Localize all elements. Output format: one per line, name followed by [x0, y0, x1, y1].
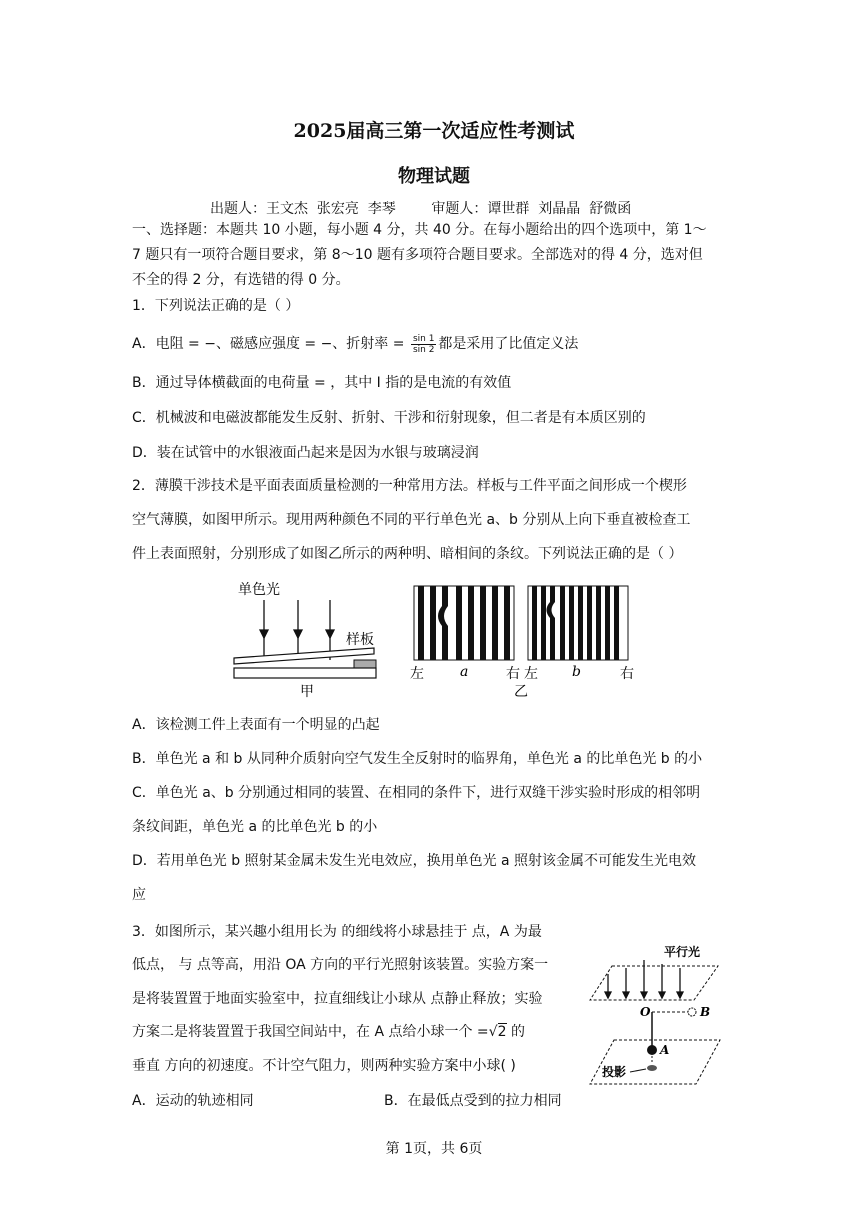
- q3-option-b: B．在最低点受到的拉力相同: [384, 1093, 562, 1109]
- label-monochromatic-light: 单色光: [238, 582, 280, 598]
- label-a: a: [460, 664, 469, 680]
- exam-subtitle: 物理试题: [398, 166, 470, 187]
- q3-line2: 低点， 与 点等高，用沿 OA 方向的平行光照射该装置。实验方案一: [132, 957, 549, 973]
- q3-option-a: A．运动的轨迹相同: [132, 1093, 254, 1109]
- section-instructions-line3: 不全的得 2 分，有选错的得 0 分。: [132, 272, 350, 288]
- q3-line1: 3．如图所示，某兴趣小组用长为 的细线将小球悬挂于 点，A 为最: [132, 924, 542, 940]
- label-b: b: [572, 664, 581, 680]
- label-projection: 投影: [602, 1065, 627, 1079]
- ball-position-B: [688, 1008, 696, 1016]
- q1-option-c: C．机械波和电磁波都能发生反射、折射、干涉和衍射现象，但二者是有本质区别的: [132, 410, 646, 426]
- sqrt-symbol: √2: [488, 1024, 507, 1040]
- q2-option-c-line1: C．单色光 a、b 分别通过相同的装置、在相同的条件下，进行双缝干涉实验时形成的相邻明: [132, 785, 701, 801]
- authors-line: 出题人：王文杰 张宏亮 李琴 审题人：谭世群 刘晶晶 舒微函: [210, 201, 632, 217]
- q3-line4-tail: 的: [506, 1024, 525, 1040]
- q2-option-d-line2: 应: [132, 887, 146, 903]
- sqrt-radicand: 2: [497, 1024, 507, 1040]
- sample-plate: [234, 648, 374, 664]
- label-O: O: [640, 1005, 651, 1019]
- exam-title: 2025届高三第一次适应性考测试: [293, 120, 575, 142]
- q2-option-a: A．该检测工件上表面有一个明显的凸起: [132, 717, 380, 733]
- fraction-denominator: sin 2: [412, 344, 435, 355]
- section-instructions-line2: 7 题只有一项符合题目要求，第 8～10 题有多项符合题目要求。全部选对的得 4 分，选对但: [132, 247, 703, 263]
- label-right-a: 右: [506, 666, 520, 682]
- label-B: B: [700, 1005, 711, 1019]
- label-right-b: 右: [620, 666, 634, 682]
- shadow-projection: [647, 1065, 657, 1071]
- q1-option-a: [132, 332, 740, 356]
- label-A: A: [660, 1043, 670, 1057]
- q2-stem-line3: 件上表面照射，分别形成了如图乙所示的两种明、暗相间的条纹。下列说法正确的是（ ）: [132, 546, 683, 562]
- workpiece: [234, 668, 376, 678]
- label-left-b: 左: [524, 666, 538, 682]
- q2-stem-line2: 空气薄膜，如图甲所示。现用两种颜色不同的平行单色光 a、b 分别从上向下垂直被检查工: [132, 512, 691, 528]
- figure-q3: [588, 938, 726, 1088]
- q2-option-c-line2: 条纹间距，单色光 a 的比单色光 b 的小: [132, 819, 378, 835]
- q3-line3: 是将装置置于地面实验室中，拉直细线让小球从 点静止释放；实验: [132, 991, 543, 1007]
- q2-option-b: B．单色光 a 和 b 从同种介质射向空气发生全反射时的临界角，单色光 a 的比单色光 b 的小: [132, 751, 703, 767]
- label-sample-plate: 样板: [346, 632, 374, 648]
- label-left-a: 左: [410, 666, 424, 682]
- fringe-pattern-b: [528, 586, 628, 660]
- q2-stem-line1: 2．薄膜干涉技术是平面表面质量检测的一种常用方法。样板与工件平面之间形成一个楔形: [132, 478, 687, 494]
- page-footer: 第 1页，共 6页: [385, 1141, 483, 1157]
- figure-yi: [406, 580, 638, 700]
- label-jia: 甲: [300, 684, 314, 698]
- q1-option-d: D．装在试管中的水银液面凸起来是因为水银与玻璃浸润: [132, 445, 479, 461]
- projection-pointer: [630, 1069, 646, 1072]
- figure-jia: [228, 578, 388, 698]
- q1-stem: 1．下列说法正确的是（ ）: [132, 298, 300, 314]
- q1-option-a-tail: 都是采用了比值定义法: [438, 336, 579, 352]
- label-parallel-light: 平行光: [664, 945, 701, 959]
- q2-option-d-line1: D．若用单色光 b 照射某金属未发生光电效应，换用单色光 a 照射该金属不可能发生光电效: [132, 853, 697, 869]
- ball-A: [647, 1045, 657, 1055]
- q3-line4-text: 方案二是将装置置于我国空间站中，在 A 点给小球一个 =: [132, 1024, 489, 1040]
- q1-option-b: B．通过导体横截面的电荷量 = ，其中 I 指的是电流的有效值: [132, 375, 512, 391]
- light-arrows: [260, 600, 334, 660]
- wedge-spacer: [354, 660, 376, 668]
- refraction-fraction: [411, 334, 436, 355]
- q3-line5: 垂直 方向的初速度。不计空气阻力，则两种实验方案中小球( ): [132, 1058, 516, 1074]
- parallel-light-arrows: [605, 960, 683, 998]
- fraction-numerator: sin 1: [412, 333, 435, 344]
- q3-line4: [132, 1020, 592, 1044]
- section-instructions-line1: 一、选择题：本题共 10 小题，每小题 4 分，共 40 分。在每小题给出的四个选项中，第 1～: [132, 222, 707, 238]
- q1-option-a-text: A．电阻 = −、磁感应强度 = −、折射率 =: [132, 336, 405, 352]
- fringe-pattern-a: [414, 586, 514, 660]
- label-yi: 乙: [514, 684, 528, 700]
